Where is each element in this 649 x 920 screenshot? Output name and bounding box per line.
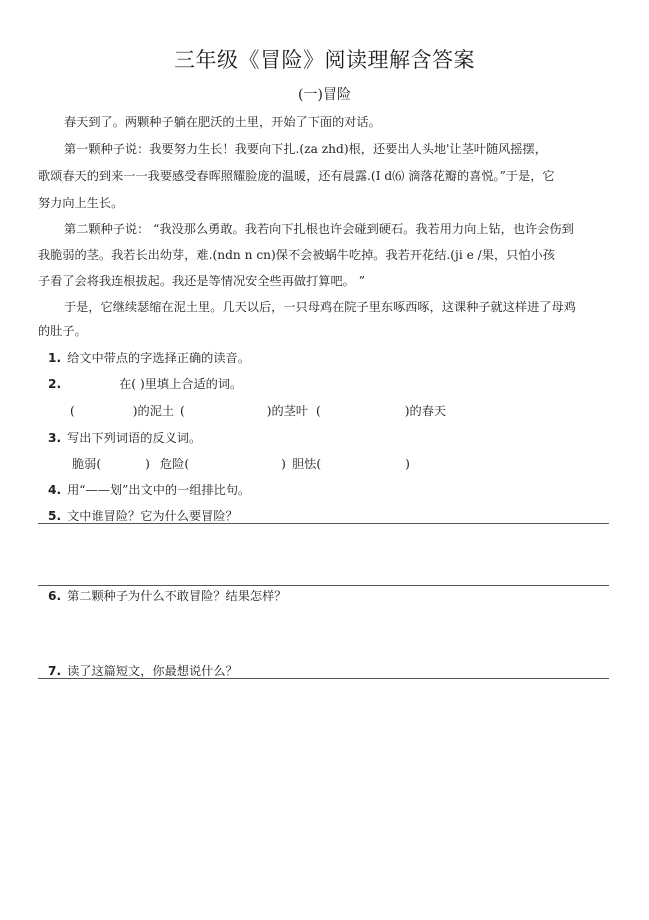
passage-line: 于是，它继续瑟缩在泥土里。几天以后，一只母鸡在院子里东啄西啄，这课种子就这样进了母鸡 [64,300,576,314]
answer-line [38,678,609,679]
antonym-blank-fragile[interactable]: 脆弱( ) [72,457,150,471]
antonym-blank-danger[interactable]: 危险( ) [160,457,286,471]
passage-line: 第二颗种子说： “我没那么勇敢。我若向下扎根也许会碰到硬石。我若用力向上钻，也许会伤到 [64,222,574,236]
fill-blank-spring[interactable]: ( )的春天 [316,404,447,418]
question-number: 6. [48,589,62,603]
question-5 [48,507,238,524]
question-text: 用“——划”出文中的一组排比句。 [67,483,251,497]
question-number: 2. [48,377,62,391]
passage-line: 的肚子。 [38,324,87,338]
question-number: 1. [48,351,62,365]
fill-blank-soil[interactable]: ( )的泥土 [70,404,175,418]
passage-line: 春天到了。两颗种子躺在肥沃的土里，开始了下面的对话。 [64,115,381,129]
question-2 [48,375,242,392]
question-3 [48,429,201,446]
question-number: 4. [48,483,62,497]
question-text: 第二颗种子为什么不敢冒险？结果怎样？ [67,589,287,603]
answer-line [38,523,609,524]
question-number: 7. [48,664,62,678]
fill-blank-stem[interactable]: ( )的茎叶 [180,404,309,418]
question-text: 文中谁冒险？它为什么要冒险？ [67,509,238,523]
page-title: 三年级《冒险》阅读理解含答案 [174,48,475,72]
question-4 [48,481,250,498]
section-subtitle: (一)冒险 [298,87,351,103]
antonym-blank-timid[interactable]: 胆怯( ) [292,457,410,471]
question-1 [48,349,250,366]
question-text: 读了这篇短文，你最想说什么？ [67,664,238,678]
question-number: 3. [48,431,62,445]
answer-line [38,585,609,586]
passage-line: 第一颗种子说：我要努力生长！我要向下扎.(za zhd)根，还要出人头地'让茎叶随风摇摆， [64,142,547,156]
question-text: 给文中带点的字选择正确的读音。 [67,351,250,365]
question-number: 5. [48,509,62,523]
question-7 [48,662,238,679]
passage-line: 我脆弱的茎。我若长出幼芽，难.(ndn n cn)保不会被蜗牛吃掉。我若开花结.(ji e /果，只怕小孩 [38,248,555,262]
passage-line: 努力向上生长。 [38,196,124,210]
question-text: 写出下列词语的反义词。 [67,431,202,445]
passage-line: 歌颂春天的到来一一我要感受春晖照耀脸庞的温暖，还有晨露.(I d⑹ 滴落花瓣的喜悦。”于是，它 [38,169,555,183]
question-text: 在( )里填上合适的词。 [119,377,243,391]
passage-line: 子看了会将我连根拔起。我还是等情况安全些再做打算吧。 ” [38,274,365,288]
question-6 [48,587,287,604]
